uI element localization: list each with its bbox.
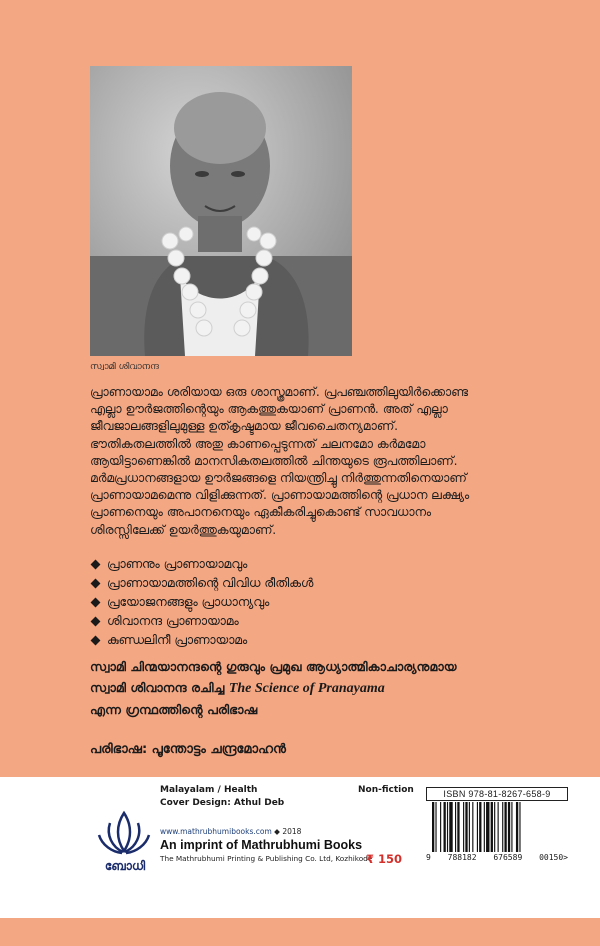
barcode-digits: 9 788182 676589 00150> bbox=[426, 853, 568, 862]
bottom-band bbox=[0, 918, 600, 946]
bodhi-logo bbox=[96, 807, 152, 881]
about-line: സ്വാമി ചിന്മയാനന്ദന്റെ ഗുരുവും പ്രമുഖ ആധ്യാത്മികാചാര്യനുമായ bbox=[90, 659, 457, 674]
isbn-block bbox=[426, 787, 568, 867]
diamond-bullet-icon bbox=[91, 636, 101, 646]
genre-label: Non-fiction bbox=[358, 785, 414, 795]
summary-line: ജീവജാലങ്ങളിലുമുള്ള ഉത്കൃഷ്ടമായ ജീവചൈതന്യമാണ്. bbox=[90, 419, 399, 434]
isbn-number: ISBN 978-81-8267-658-9 bbox=[426, 787, 568, 801]
translator-credit: പരിഭാഷ: പൂന്തോട്ടം ചന്ദ്രമോഹൻ bbox=[90, 742, 286, 757]
list-item: കുണ്ഡലിനീ പ്രാണായാമം bbox=[90, 631, 510, 650]
barcode-icon bbox=[426, 802, 568, 852]
publication-year: 2018 bbox=[282, 827, 302, 836]
cover-design-credit: Cover Design: Athul Deb bbox=[160, 798, 285, 808]
summary-line: ആയിട്ടാണെങ്കിൽ മാനസികതലത്തിൽ ചിന്തയുടെ രൂപത്തിലാണ്. bbox=[90, 453, 458, 468]
diamond-bullet-icon bbox=[91, 598, 101, 608]
summary-line: പ്രാണായാമം ശരിയായ ഒരു ശാസ്ത്രമാണ്. പ്രപഞ്ചത്തിലുയിർക്കൊണ്ട bbox=[90, 385, 468, 399]
diamond-bullet-icon bbox=[91, 617, 101, 627]
logo-text: ബോധി bbox=[104, 859, 146, 873]
imprint-line: An imprint of Mathrubhumi Books bbox=[160, 838, 363, 852]
original-book-title: The Science of Pranayama bbox=[228, 681, 385, 696]
book-summary bbox=[90, 384, 530, 539]
price-label: ₹ 150 bbox=[366, 852, 403, 866]
bullet-separator: ◆ bbox=[274, 827, 283, 836]
topics-list bbox=[90, 555, 510, 650]
list-item: ശിവാനന്ദ പ്രാണായാമം bbox=[90, 612, 510, 631]
summary-line: ഭൗതികതലത്തിൽ അതു കാണപ്പെടുന്നത് ചലനമോ കർമമോ bbox=[90, 436, 426, 451]
website-link[interactable]: www.mathrubhumibooks.com bbox=[160, 827, 272, 836]
publisher-line: The Mathrubhumi Printing & Publishing Co. Ltd, Kozhikode bbox=[160, 854, 373, 863]
publisher-footer bbox=[0, 777, 600, 918]
summary-line: പ്രാണനെയും അപാനനെയും ഏകീകരിച്ചുകൊണ്ട് സാവധാനം bbox=[90, 505, 432, 520]
summary-line: മർമപ്രധാനങ്ങളായ ഊർജങ്ങളെ നിയന്ത്രിച്ചു നിർത്തുന്നതിനെയാണ് bbox=[90, 471, 467, 486]
about-line: എന്ന ഗ്രന്ഥത്തിന്റെ പരിഭാഷ bbox=[90, 702, 258, 717]
photo-caption: സ്വാമി ശിവാനന്ദ bbox=[90, 362, 159, 372]
summary-line: ശിരസ്സിലേക്ക് ഉയർത്തുകയുമാണ്. bbox=[90, 522, 277, 537]
website-line bbox=[160, 827, 301, 836]
summary-line: എല്ലാ ഊർജത്തിന്റെയും ആകത്തുകയാണ് പ്രാണൻ. അത് എല്ലാ bbox=[90, 402, 448, 417]
category-label: Malayalam / Health bbox=[160, 785, 258, 795]
author-photo bbox=[90, 66, 352, 356]
summary-line: പ്രാണായാമമെന്നു വിളിക്കുന്നത്. പ്രാണായാമത്തിന്റെ പ്രധാന ലക്ഷ്യം bbox=[90, 488, 470, 503]
list-item: പ്രാണനും പ്രാണായാമവും bbox=[90, 555, 510, 574]
diamond-bullet-icon bbox=[91, 579, 101, 589]
list-item: പ്രാണായാമത്തിന്റെ വിവിധ രീതികൾ bbox=[90, 574, 510, 593]
about-line: സ്വാമി ശിവാനന്ദ രചിച്ച The Science of Pranayama bbox=[90, 680, 385, 696]
list-item: പ്രയോജനങ്ങളും പ്രാധാന്യവും bbox=[90, 593, 510, 612]
lotus-icon bbox=[96, 807, 152, 859]
diamond-bullet-icon bbox=[91, 560, 101, 570]
about-book bbox=[90, 656, 550, 720]
